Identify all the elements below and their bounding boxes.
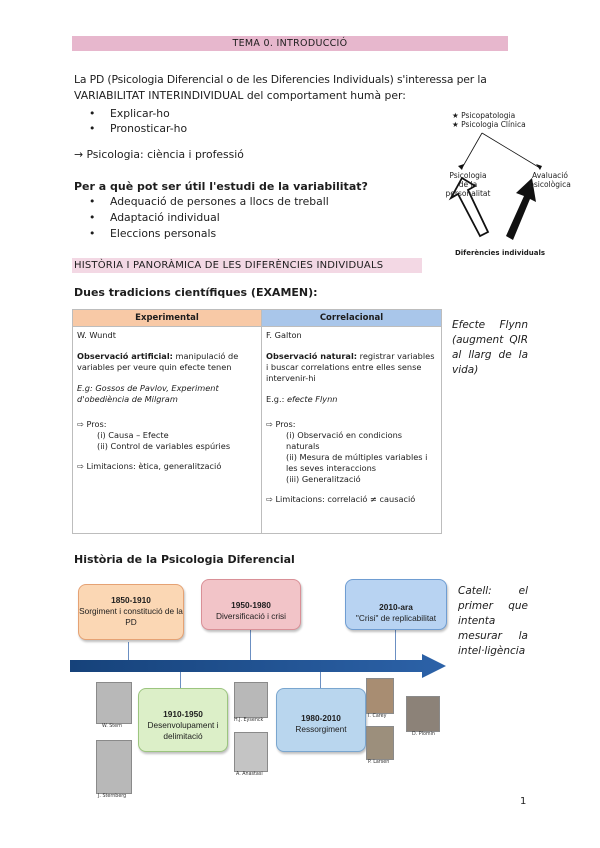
section-title: HISTÒRIA I PANORÀMICA DE LES DIFERÈNCIES INDIVIDUALS	[72, 258, 422, 273]
list-item: • Explicar-ho	[92, 106, 170, 122]
table-cell-experimental	[73, 327, 262, 534]
pros-label: ⇨ Pros:	[77, 419, 107, 429]
diagram-right-node: Avaluació psicològica	[529, 171, 571, 189]
diagram-star-item: ★ Psicopatologia	[452, 111, 516, 120]
portrait-caption: W. Stern	[102, 724, 123, 729]
timeline-period-1950: 1950-1980 Diversificació i crisi	[201, 579, 301, 630]
portrait-image	[96, 740, 132, 794]
intro-line-2: VARIABILITAT INTERINDIVIDUAL del comportament humà per:	[74, 89, 406, 102]
intro-line-1: La PD (Psicologia Diferencial o de les Diferencies Individuals) s'interessa per la	[74, 73, 487, 86]
portrait-image	[366, 678, 394, 714]
diagram-left-node: Psicologia de la personalitat	[445, 171, 491, 198]
portrait-caption: P. Larsen	[368, 760, 390, 765]
portrait-image	[96, 682, 132, 724]
observation: Observació artificial: manipulació de variables per veure quin efecte tenen	[77, 351, 239, 372]
pros-item: (iii) Generalització	[286, 474, 361, 484]
pros-item: (ii) Control de variables espúries	[97, 441, 231, 451]
portrait-caption: D. Plomin	[412, 732, 435, 737]
table-header-experimental: Experimental	[73, 310, 262, 327]
diagram-bottom-label: Diferències individuals	[454, 249, 546, 257]
timeline-period-2010: 2010-ara "Crisi" de replicabilitat	[345, 579, 447, 630]
pros-label: ⇨ Pros:	[266, 419, 296, 429]
traditions-heading: Dues tradicions científiques (EXAMEN):	[74, 286, 318, 299]
limitations: ⇨ Limitacions: correlació ≠ causació	[266, 494, 416, 504]
table-header-correlational: Correlacional	[262, 310, 442, 327]
timeline-arrow	[70, 654, 446, 678]
list-item: • Pronosticar-ho	[92, 121, 187, 137]
portrait-image	[406, 696, 440, 732]
portrait-image	[234, 682, 268, 718]
list-item: • Eleccions personals	[92, 226, 216, 242]
page-number: 1	[520, 796, 527, 807]
author: F. Galton	[266, 330, 302, 340]
utility-heading: Per a què pot ser útil l'estudi de la variabilitat?	[74, 180, 368, 193]
portrait-caption: I. Carey	[368, 714, 387, 719]
timeline-period-1980: 1980-2010 Ressorgiment	[276, 688, 366, 752]
table-cell-correlational	[262, 327, 442, 534]
page-title: TEMA 0. INTRODUCCIÓ	[72, 36, 508, 51]
timeline	[62, 570, 452, 810]
limitations: ⇨ Limitacions: ètica, generalització	[77, 461, 222, 471]
timeline-period-1910: 1910-1950 Desenvolupament i delimitació	[138, 688, 228, 752]
portrait-caption: A. Anastasi	[236, 772, 263, 777]
portrait-caption: J. Sternberg	[98, 794, 127, 799]
pros-item: (ii) Mesura de múltiples variables i les seves interaccions	[286, 452, 428, 473]
portrait-caption: H.J. Eysenck	[234, 718, 264, 723]
example: E.g.: efecte Flynn	[266, 394, 338, 404]
diagram-star-item: ★ Psicologia Clínica	[452, 120, 526, 129]
psychology-diagram	[420, 106, 580, 266]
observation: Observació natural: registrar variables i buscar correlations entre elles sense intervenir-hi	[266, 351, 435, 383]
traditions-table	[72, 309, 442, 534]
author: W. Wundt	[77, 330, 116, 340]
timeline-period-1850: 1850-1910 Sorgiment i constitució de la PD	[78, 584, 184, 640]
pros-item: (i) Causa – Efecte	[97, 430, 169, 440]
side-note-catell: Catell: el primer que intenta mesurar la intel·ligència	[458, 585, 528, 657]
list-item: • Adaptació individual	[92, 210, 220, 226]
arrow-line: → Psicologia: ciència i professió	[74, 148, 244, 161]
portrait-image	[234, 732, 268, 772]
side-note-flynn: Efecte Flynn (augment QIR al llarg de la vida)	[452, 319, 528, 376]
portrait-image	[366, 726, 394, 760]
pros-item: (i) Observació en condicions naturals	[286, 430, 403, 451]
history-heading: Història de la Psicologia Diferencial	[74, 553, 295, 566]
list-item: • Adequació de persones a llocs de treball	[92, 194, 329, 210]
example: E.g: Gossos de Pavlov, Experiment d'obediència de Milgram	[77, 383, 219, 404]
